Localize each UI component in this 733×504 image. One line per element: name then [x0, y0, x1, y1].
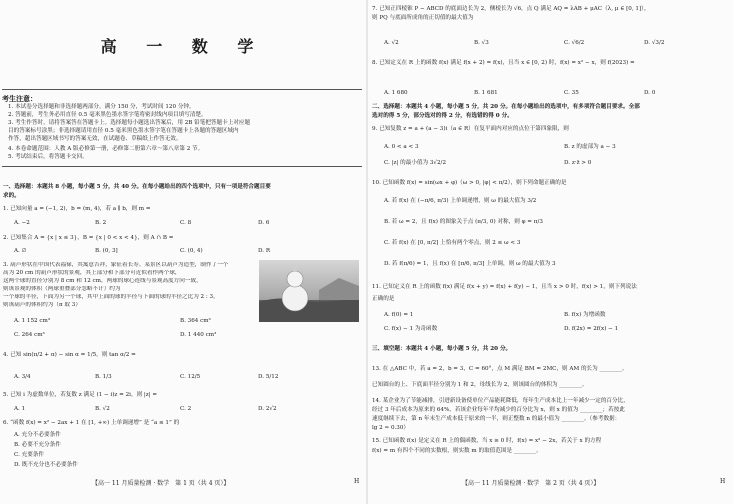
q8-option-b: B. 1 681 [474, 90, 498, 96]
q4-option-d: D. 5/12 [258, 374, 279, 380]
notice-heading: 考生注意： [2, 94, 37, 103]
question-1-stem: 1. 已知向量 a = (−1, 2)，b = (m, 4)，若 a ∥ b，则 m = [3, 206, 151, 212]
question-8-stem: 8. 已知定义在 R 上的函数 f(x) 满足 f(x + 2) = f(x)，且当 x ∈ [0, 2) 时，f(x) = x² − x，则 f(2023) = [372, 60, 635, 66]
notice-line: 目的答案标号涂黑；非选择题请用直径 0.5 毫米黑色墨水签字笔在答题卡上各题的答题区域内 [8, 128, 239, 134]
q3-option-a: A. 1 152 cm³ [14, 318, 51, 324]
section-two-heading: 二、选择题：本题共 4 小题，每小题 5 分，共 20 分。在每小题给出的选项中，有多项符合题目要求。全部 [372, 104, 640, 110]
question-4-stem: 4. 已知 sin(π/2 + α) − sin α = 1/5，则 tan α/2 = [3, 352, 136, 358]
q3-option-b: B. 364 cm³ [180, 318, 211, 324]
q7-option-a: A. √2 [384, 40, 399, 46]
notice-line: 5. 考试结束后，将答题卡交回。 [8, 154, 88, 160]
q10-option-a: A. 若 f(x) 在 (−π/6, π/3) 上单调递增，则 ω 的最大值为 3/2 [384, 198, 537, 204]
notice-line: 3. 考生作答时，请将答案答在答题卡上。选择题每小题选出答案后，用 2B 铅笔把答题卡上对应题 [8, 120, 251, 126]
question-3-line: 一个球的半径，下面为另一个球，其中上面的球的半径与下面的球的半径之比为 2 : 3， [3, 294, 219, 300]
q7-option-b: B. √3 [474, 40, 489, 46]
notice-rule [2, 166, 362, 167]
q5-option-a: A. 1 [14, 406, 26, 412]
question-5-stem: 5. 已知 i 为虚数单位，若复数 z 满足 (1 − i)z = 2i，则 |z| = [3, 392, 158, 398]
section-one-heading-cont: 求的。 [3, 193, 20, 199]
q1-option-c: C. 8 [180, 220, 192, 226]
question-7-line: 7. 已知正四棱锥 P − ABCD 的底面边长为 2，侧棱长为 √6，点 Q 满足 AQ = λAB + μAC（λ, μ ∈ [0, 1]）， [372, 6, 650, 12]
q5-option-b: B. √2 [95, 406, 110, 412]
question-11-line: 11. 已知定义在 R 上的函数 f(x) 满足 f(x + y) = f(x) + f(y) − 1，且当 x > 0 时，f(x) > 1，则下列说法 [372, 284, 637, 290]
notice-line: 2. 答题前，考生务必用直径 0.5 毫米黑色墨水签字笔将密封线内项目填写清楚。 [8, 112, 207, 118]
right-page [368, 0, 733, 504]
top-rule [2, 89, 362, 90]
q5-option-d: D. 2√2 [258, 406, 277, 412]
q4-option-b: B. 1/3 [95, 374, 112, 380]
question-13-line: 13. 在 △ABC 中，若 a = 2，b = 3，C = 60°，点 M 满足 BM = 2MC，则 AM 的长为 ________。 [372, 366, 628, 372]
exam-title: 高 一 数 学 [100, 37, 266, 56]
question-15-line: f(x) = m 有四个不同的实数根，则实数 m 的取值范围是 ________。 [372, 448, 542, 454]
question-7-line: 则 PQ 与底面所成角的正切值的最大值为 [372, 15, 474, 21]
q11-option-a: A. f(0) = 1 [384, 312, 414, 318]
question-14-line: 速度继续下去，第 n 年末生产成本低于原来的一半，则正整数 n 的最小值为 ________。（参考数据： [372, 416, 621, 422]
q8-option-a: A. 1 680 [384, 90, 408, 96]
q4-option-c: C. 12/5 [180, 374, 201, 380]
q4-option-a: A. 3/4 [14, 374, 31, 380]
question-15-line: 15. 已知函数 f(x) 是定义在 R 上的偶函数，当 x ≥ 0 时，f(x) = x² − 2x，若关于 x 的方程 [372, 438, 602, 444]
notice-line: 1. 本试卷分选择题和非选择题两部分。满分 150 分，考试时间 120 分钟。 [8, 104, 195, 110]
q8-option-d: D. 0 [644, 90, 656, 96]
question-3-line: 则该景观的体积（两球重叠部分忽略不计）约为 [3, 286, 121, 292]
q1-option-d: D. 6 [258, 220, 270, 226]
question-2-stem: 2. 已知集合 A = {x | x ≤ 3}，B = {x | 0 < x < 4}，则 A ∩ B = [3, 235, 174, 241]
right-page-mark: H [720, 478, 726, 485]
question-3-line: 3. 葫芦形状在中国代表福禄，其寓意吉祥，象征着长寿。某景区以葫芦为造型，制作了一个 [3, 262, 229, 268]
q5-option-c: C. 2 [180, 406, 192, 412]
gourd-sculpture-icon [259, 260, 359, 322]
notice-line: 作答，超出答题区域书写的答案无效，在试题卷、草稿纸上作答无效。 [8, 136, 182, 142]
q11-option-b: B. f(x) 为增函数 [564, 312, 606, 318]
left-page-mark: H [354, 478, 360, 485]
q9-option-d: D. z·z̄ > 0 [564, 160, 592, 166]
q7-option-c: C. √6/2 [564, 40, 585, 46]
q6-option-a: A. 充分不必要条件 [14, 432, 61, 438]
q3-option-d: D. 1 440 cm³ [180, 332, 217, 338]
question-3-line: 高为 20 cm 的葫芦形状的景观，其上部分和下部分可近似看作两个球， [3, 270, 181, 276]
question-14-line: 14. 某企业为了节能减排，引进新设备使单位产品能耗降低，每年生产成本比上一年减少一定的百分比， [372, 398, 629, 404]
gourd-landscape-photo [259, 260, 359, 322]
question-3-line: 则该葫芦的体积约为（π 取 3） [3, 302, 81, 308]
q2-option-b: B. (0, 3] [95, 248, 118, 254]
q1-option-a: A. −2 [14, 220, 30, 226]
question-13-line: 已知圆台的上、下底面半径分别为 1 和 2，母线长为 2，则该圆台的体积为 ________。 [372, 382, 588, 388]
q2-option-a: A. ∅ [14, 248, 27, 254]
q11-option-c: C. f(x) − 1 为奇函数 [384, 326, 438, 332]
q9-option-c: C. |z| 的最小值为 3√2/2 [384, 160, 447, 166]
q8-option-c: C. 35 [564, 90, 579, 96]
q10-option-b: B. 若 ω = 2，且 f(x) 的图象关于点 (π/3, 0) 对称，则 φ = π/3 [384, 219, 543, 225]
q6-option-c: C. 充要条件 [14, 452, 45, 458]
question-3-line: 这两个球的直径分别为 8 cm 和 12 cm，两球的球心连线与景观高度方向一致， [3, 278, 202, 284]
q2-option-c: C. (0, 4) [180, 248, 203, 254]
q9-option-a: A. 0 < a < 3 [384, 144, 419, 150]
q1-option-b: B. 2 [95, 220, 107, 226]
question-14-line: 经过 3 年后成本为原来的 64%，若该企业每年平均减少的百分比为 x，则 x 的值为 ________；若按此 [372, 407, 625, 413]
q3-option-c: C. 264 cm³ [14, 332, 45, 338]
section-one-heading: 一、选择题：本题共 8 小题，每小题 5 分，共 40 分。在每小题给出的四个选项中，只有一项是符合题目要 [3, 184, 271, 190]
question-10-stem: 10. 已知函数 f(x) = sin(ωx + φ)（ω > 0, |φ| < π/2），则下列命题正确的是 [372, 180, 567, 186]
q9-option-b: B. z 的虚部为 a − 3 [564, 144, 616, 150]
q11-option-d: D. f(2x) = 2f(x) − 1 [564, 326, 619, 332]
q10-option-c: C. 若 f(x) 在 [0, π/2] 上恰有两个零点，则 2 ≤ ω < 3 [384, 240, 521, 246]
question-6-stem: 6. “函数 f(x) = x² − 2ax + 1 在 [1, +∞) 上单调递增” 是 “a ≤ 1” 的 [3, 420, 180, 426]
right-page-footer: 【高一 11 月质量检测 · 数学 第 2 页（共 4 页）】 [462, 480, 600, 487]
question-14-line: lg 2 ≈ 0.30） [372, 425, 409, 431]
q10-option-d: D. 若 f(π/6) = 1，且 f(x) 在 [π/6, π/3] 上单调，则 ω 的最大值为 3 [384, 261, 556, 267]
section-two-heading-cont: 选对的得 5 分，部分选对的得 2 分，有选错的得 0 分。 [372, 113, 513, 119]
question-9-stem: 9. 已知复数 z = a + (a − 3)i（a ∈ R）在复平面内对应的点位于第四象限，则 [372, 126, 569, 132]
section-three-heading: 三、填空题：本题共 4 小题，每小题 5 分，共 20 分。 [372, 346, 512, 352]
left-page-footer: 【高一 11 月质量检测 · 数学 第 1 页（共 4 页）】 [92, 480, 230, 487]
q2-option-d: D. R [258, 248, 271, 254]
question-11-line: 正确的是 [372, 296, 395, 302]
q6-option-d: D. 既不充分也不必要条件 [14, 462, 78, 468]
notice-line: 4. 本卷命题范围：人教 A 版必修第一册，必修第二册第六章～第八章第 2 节。 [8, 146, 204, 152]
q7-option-d: D. √3/2 [644, 40, 665, 46]
q6-option-b: B. 必要不充分条件 [14, 442, 61, 448]
left-page [0, 0, 366, 504]
